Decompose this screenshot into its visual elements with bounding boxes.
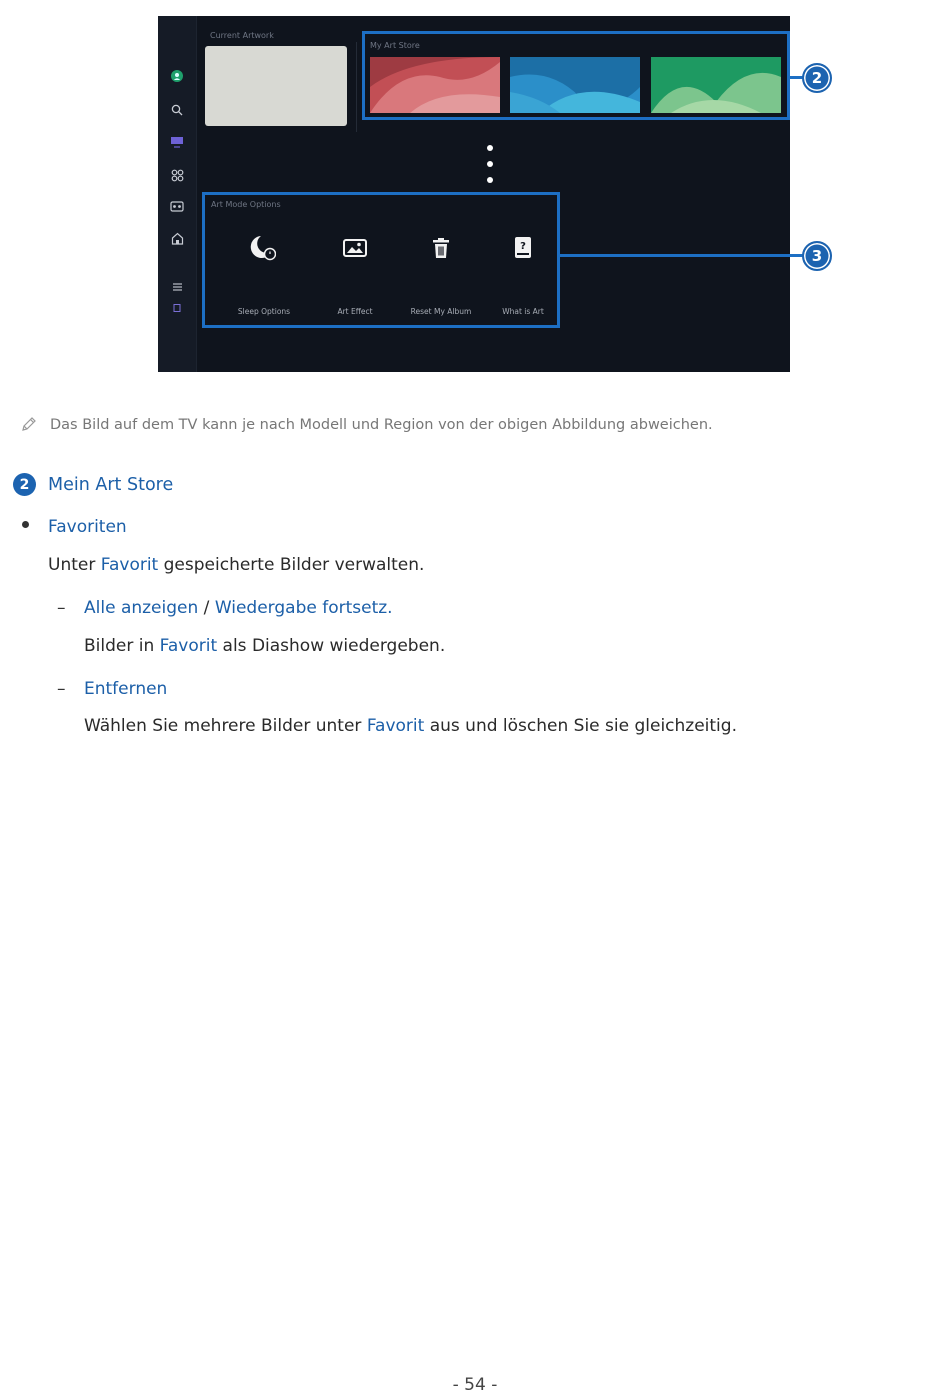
dash-marker: – xyxy=(57,679,66,699)
text: gespeicherte Bilder verwalten. xyxy=(158,555,425,575)
art-mode-options-label: Art Mode Options xyxy=(211,200,281,209)
separator: / xyxy=(198,598,215,618)
callout-3-leader xyxy=(558,254,808,257)
more-dot-3 xyxy=(487,177,493,183)
current-artwork-thumbnail[interactable] xyxy=(205,46,347,126)
option-label-reset-album: Reset My Album xyxy=(410,307,472,316)
moon-timer-icon[interactable] xyxy=(248,234,276,262)
text: Unter xyxy=(48,555,101,575)
tv-screenshot xyxy=(158,16,790,372)
my-art-store-label: My Art Store xyxy=(370,41,420,50)
callout-2-badge: 2 xyxy=(802,63,832,93)
text: als Diashow wiedergeben. xyxy=(217,636,446,656)
option-label-art-effect: Art Effect xyxy=(337,307,373,316)
trash-icon[interactable] xyxy=(427,234,455,262)
item-remove-description xyxy=(84,716,737,736)
tv-sidebar xyxy=(158,16,197,372)
game-icon[interactable] xyxy=(169,198,185,214)
option-label-what-is-art: What is Art xyxy=(502,307,544,316)
search-icon[interactable] xyxy=(169,102,185,118)
note-text: Das Bild auf dem TV kann je nach Modell und Region von der obigen Abbildung abweichen. xyxy=(50,417,713,433)
show-all-term: Alle anzeigen xyxy=(84,598,199,618)
item-remove-heading: Entfernen xyxy=(84,679,168,699)
item-show-all-description xyxy=(84,636,445,656)
favorit-term: Favorit xyxy=(159,636,218,656)
favorites-heading: Favoriten xyxy=(48,517,127,537)
bullet-dot xyxy=(22,521,29,528)
favorit-term: Favorit xyxy=(100,555,159,575)
dash-marker: – xyxy=(57,598,66,618)
more-dot-1 xyxy=(487,145,493,151)
section-number-badge: 2 xyxy=(13,473,36,496)
apps-icon[interactable] xyxy=(169,167,185,183)
option-label-sleep: Sleep Options xyxy=(237,307,291,316)
text: aus und löschen Sie sie gleichzeitig. xyxy=(424,716,737,736)
section-heading: Mein Art Store xyxy=(48,475,174,495)
item-show-all-heading xyxy=(84,598,393,618)
favorit-term: Favorit xyxy=(366,716,425,736)
divider xyxy=(356,42,357,132)
image-icon[interactable] xyxy=(341,234,369,262)
text: Bilder in xyxy=(84,636,160,656)
current-artwork-label: Current Artwork xyxy=(210,31,274,40)
profile-icon[interactable] xyxy=(169,68,185,84)
resume-playback-term: Wiedergabe fortsetz. xyxy=(214,598,393,618)
ambient-icon[interactable] xyxy=(169,134,185,150)
svg-text:?: ? xyxy=(520,241,526,252)
text: Wählen Sie mehrere Bilder unter xyxy=(84,716,367,736)
source-icon[interactable] xyxy=(169,300,185,316)
page-number: - 54 - xyxy=(452,1375,498,1395)
callout-3-badge: 3 xyxy=(802,241,832,271)
pencil-note-icon xyxy=(20,415,38,437)
favorites-description xyxy=(48,555,424,575)
home-icon[interactable] xyxy=(169,230,185,246)
my-art-store-highlight xyxy=(362,31,790,120)
help-book-icon[interactable] xyxy=(509,234,537,262)
more-dot-2 xyxy=(487,161,493,167)
menu-icon[interactable] xyxy=(169,279,185,295)
